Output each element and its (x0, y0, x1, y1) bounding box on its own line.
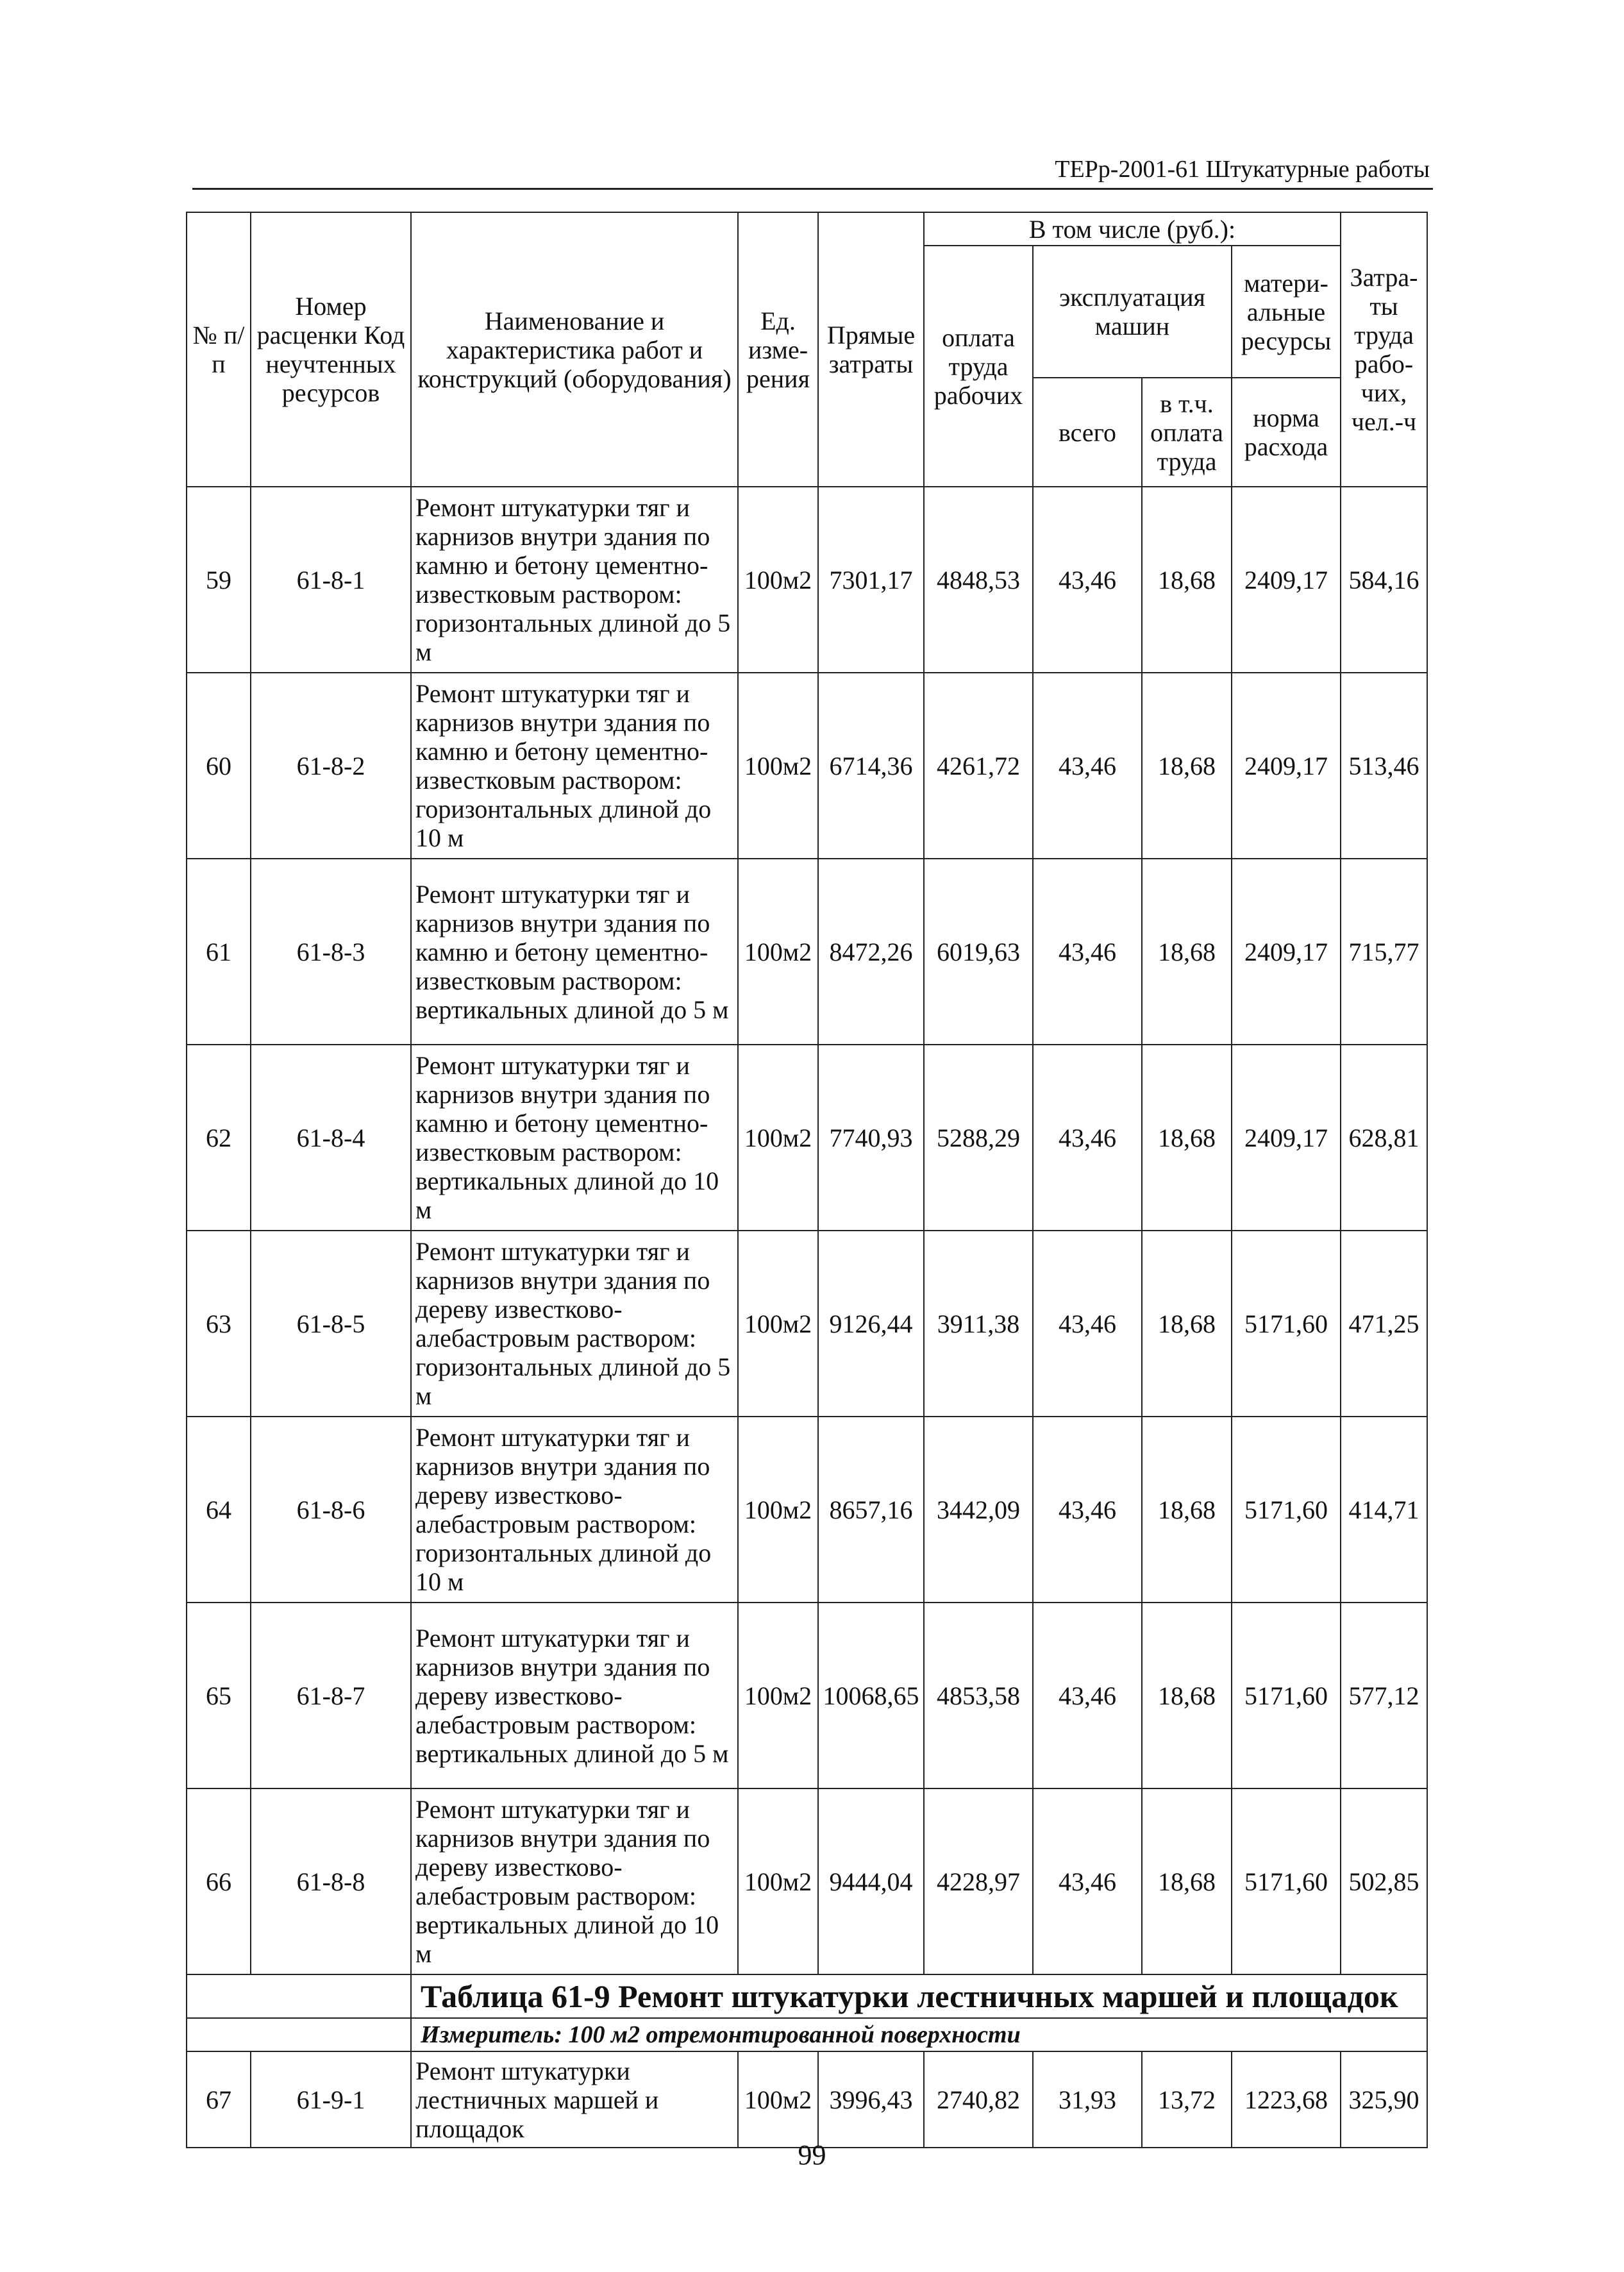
row-machines-total: 43,46 (1033, 1788, 1142, 1974)
row-unit: 100м2 (738, 487, 818, 673)
row-name: Ремонт штукатурки тяг и карнизов внутри здания по дереву известково-алебастровым раствором: вертикальных длиной до 10 м (411, 1788, 738, 1974)
row-labor-hours: 715,77 (1341, 859, 1427, 1045)
row-labor-pay: 4848,53 (924, 487, 1033, 673)
row-no: 59 (187, 487, 251, 673)
row-unit: 100м2 (738, 1417, 818, 1603)
row-materials: 2409,17 (1232, 487, 1341, 673)
table-row (187, 1417, 1427, 1603)
row-machines-total: 43,46 (1033, 859, 1142, 1045)
row-unit: 100м2 (738, 1231, 818, 1417)
row-machines-pay: 18,68 (1142, 1417, 1232, 1603)
header-rule (192, 188, 1433, 190)
header-machines-pay: в т.ч. оплата труда (1142, 378, 1232, 487)
row-name: Ремонт штукатурки тяг и карнизов внутри здания по дереву известково-алебастровым раствором: вертикальных длиной до 5 м (411, 1603, 738, 1788)
row-code: 61-8-7 (251, 1603, 411, 1788)
row-direct: 9444,04 (818, 1788, 924, 1974)
row-code: 61-9-1 (251, 2051, 411, 2148)
row-name: Ремонт штукатурки лестничных маршей и площадок (411, 2051, 738, 2148)
header-machines: эксплуатация машин (1033, 246, 1232, 378)
row-machines-pay: 18,68 (1142, 1231, 1232, 1417)
row-machines-pay: 18,68 (1142, 1788, 1232, 1974)
row-machines-total: 43,46 (1033, 673, 1142, 859)
row-materials: 5171,60 (1232, 1231, 1341, 1417)
row-code: 61-8-6 (251, 1417, 411, 1603)
row-direct: 8657,16 (818, 1417, 924, 1603)
row-labor-pay: 4261,72 (924, 673, 1033, 859)
row-machines-total: 43,46 (1033, 1045, 1142, 1231)
row-name: Ремонт штукатурки тяг и карнизов внутри здания по камню и бетону цементно-известковым раствором: горизонтальных длиной до 5 м (411, 487, 738, 673)
row-labor-hours: 325,90 (1341, 2051, 1427, 2148)
row-labor-hours: 471,25 (1341, 1231, 1427, 1417)
row-name: Ремонт штукатурки тяг и карнизов внутри здания по дереву известково-алебастровым раствором: горизонтальных длиной до 10 м (411, 1417, 738, 1603)
rates-table (186, 212, 1428, 2148)
row-materials: 5171,60 (1232, 1603, 1341, 1788)
row-no: 66 (187, 1788, 251, 1974)
row-code: 61-8-4 (251, 1045, 411, 1231)
row-direct: 10068,65 (818, 1603, 924, 1788)
table-row (187, 1045, 1427, 1231)
row-direct: 7301,17 (818, 487, 924, 673)
row-code: 61-8-3 (251, 859, 411, 1045)
row-machines-total: 31,93 (1033, 2051, 1142, 2148)
table-row (187, 1788, 1427, 1974)
row-materials: 5171,60 (1232, 1788, 1341, 1974)
header-labor-hours: Затра- ты труда рабо- чих, чел.-ч (1341, 212, 1427, 487)
header-unit: Ед. изме- рения (738, 212, 818, 487)
row-unit: 100м2 (738, 673, 818, 859)
header-materials-norm: норма расхода (1232, 378, 1341, 487)
header-no: № п/п (187, 212, 251, 487)
section-title: Таблица 61-9 Ремонт штукатурки лестничных маршей и площадок (411, 1974, 1427, 2018)
running-title: ТЕРр-2001-61 Штукатурные работы (1055, 156, 1430, 183)
row-materials: 2409,17 (1232, 673, 1341, 859)
row-machines-pay: 18,68 (1142, 673, 1232, 859)
row-labor-hours: 584,16 (1341, 487, 1427, 673)
row-machines-total: 43,46 (1033, 1417, 1142, 1603)
row-unit: 100м2 (738, 1788, 818, 1974)
table-row (187, 1603, 1427, 1788)
table-row (187, 673, 1427, 859)
row-labor-hours: 513,46 (1341, 673, 1427, 859)
header-name: Наименование и характеристика работ и конструкций (оборудования) (411, 212, 738, 487)
row-direct: 8472,26 (818, 859, 924, 1045)
row-materials: 2409,17 (1232, 1045, 1341, 1231)
row-no: 63 (187, 1231, 251, 1417)
row-labor-pay: 4853,58 (924, 1603, 1033, 1788)
row-machines-pay: 18,68 (1142, 859, 1232, 1045)
row-labor-hours: 414,71 (1341, 1417, 1427, 1603)
row-machines-total: 43,46 (1033, 487, 1142, 673)
row-machines-pay: 18,68 (1142, 1603, 1232, 1788)
meter-row-spacer (187, 2018, 411, 2051)
row-name: Ремонт штукатурки тяг и карнизов внутри здания по дереву известково-алебастровым раствором: горизонтальных длиной до 5 м (411, 1231, 738, 1417)
row-labor-hours: 502,85 (1341, 1788, 1427, 1974)
row-materials: 5171,60 (1232, 1417, 1341, 1603)
row-materials: 1223,68 (1232, 2051, 1341, 2148)
row-unit: 100м2 (738, 1045, 818, 1231)
row-no: 65 (187, 1603, 251, 1788)
table-row (187, 1231, 1427, 1417)
row-machines-pay: 13,72 (1142, 2051, 1232, 2148)
header-labor-pay: оплата труда рабочих (924, 246, 1033, 487)
row-no: 67 (187, 2051, 251, 2148)
row-name: Ремонт штукатурки тяг и карнизов внутри здания по камню и бетону цементно-известковым раствором: вертикальных длиной до 10 м (411, 1045, 738, 1231)
header-machines-total: всего (1033, 378, 1142, 487)
row-no: 62 (187, 1045, 251, 1231)
row-machines-total: 43,46 (1033, 1603, 1142, 1788)
row-materials: 2409,17 (1232, 859, 1341, 1045)
row-labor-pay: 6019,63 (924, 859, 1033, 1045)
row-unit: 100м2 (738, 2051, 818, 2148)
row-labor-pay: 5288,29 (924, 1045, 1033, 1231)
row-direct: 7740,93 (818, 1045, 924, 1231)
row-name: Ремонт штукатурки тяг и карнизов внутри здания по камню и бетону цементно-известковым раствором: горизонтальных длиной до 10 м (411, 673, 738, 859)
row-code: 61-8-5 (251, 1231, 411, 1417)
row-machines-pay: 18,68 (1142, 487, 1232, 673)
row-no: 60 (187, 673, 251, 859)
row-direct: 3996,43 (818, 2051, 924, 2148)
header-including: В том числе (руб.): (924, 212, 1341, 246)
row-labor-pay: 3442,09 (924, 1417, 1033, 1603)
row-name: Ремонт штукатурки тяг и карнизов внутри здания по камню и бетону цементно-известковым раствором: вертикальных длиной до 5 м (411, 859, 738, 1045)
row-labor-hours: 577,12 (1341, 1603, 1427, 1788)
row-labor-pay: 2740,82 (924, 2051, 1033, 2148)
row-labor-pay: 3911,38 (924, 1231, 1033, 1417)
table-row (187, 2051, 1427, 2148)
section-meter: Измеритель: 100 м2 отремонтированной поверхности (411, 2018, 1427, 2051)
header-materials: матери- альные ресурсы (1232, 246, 1341, 378)
row-labor-pay: 4228,97 (924, 1788, 1033, 1974)
row-no: 64 (187, 1417, 251, 1603)
table-row (187, 487, 1427, 673)
table-row (187, 859, 1427, 1045)
page-number: 99 (798, 2139, 826, 2171)
row-machines-total: 43,46 (1033, 1231, 1142, 1417)
row-code: 61-8-1 (251, 487, 411, 673)
row-code: 61-8-2 (251, 673, 411, 859)
row-no: 61 (187, 859, 251, 1045)
row-labor-hours: 628,81 (1341, 1045, 1427, 1231)
row-machines-pay: 18,68 (1142, 1045, 1232, 1231)
header-code: Номер расценки Код неучтенных ресурсов (251, 212, 411, 487)
row-unit: 100м2 (738, 1603, 818, 1788)
row-unit: 100м2 (738, 859, 818, 1045)
row-direct: 9126,44 (818, 1231, 924, 1417)
header-direct-costs: Прямые затраты (818, 212, 924, 487)
row-code: 61-8-8 (251, 1788, 411, 1974)
title-row-spacer (187, 1974, 411, 2018)
row-direct: 6714,36 (818, 673, 924, 859)
